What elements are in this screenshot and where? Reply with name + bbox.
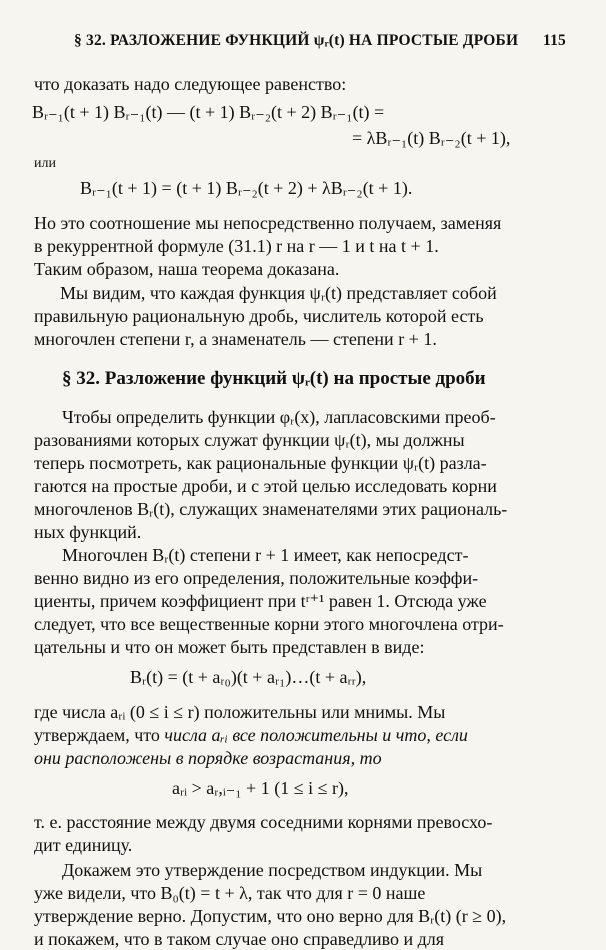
text-line (34, 725, 468, 746)
text-line: что доказать надо следующее равенство: (34, 74, 347, 94)
text-line: теперь посмотреть, как рациональные функции ψᵣ(t) разла- (34, 453, 487, 473)
text-line: Многочлен Bᵣ(t) степени r + 1 имеет, как непосредст- (62, 545, 469, 565)
equation-1-part-a: Bᵣ₋₁(t + 1) Bᵣ₋₁(t) — (t + 1) Bᵣ₋₂(t + 2) Bᵣ₋₁(t) = (32, 102, 385, 122)
text-line: Чтобы определить функции φᵣ(x), лапласовскими преоб- (62, 407, 496, 427)
text-line: циенты, причем коэффициент при tʳ⁺¹ равен 1. Отсюда уже (34, 591, 487, 611)
section-heading: § 32. Разложение функций ψᵣ(t) на простые дроби (62, 368, 486, 389)
theorem-statement: они расположены в порядке возрастания, то (34, 748, 382, 768)
text-line: правильную рациональную дробь, числитель которой есть (34, 306, 484, 326)
theorem-statement: числа aᵣᵢ все положительны и что, если (164, 725, 468, 745)
text-line: Докажем это утверждение посредством индукции. Мы (62, 860, 483, 880)
text-line: многочленов Bᵣ(t), служащих знаменателями этих рациональ- (34, 499, 508, 519)
text-line: т. е. расстояние между двумя соседними корнями превосхо- (34, 812, 493, 832)
text-line: и покажем, что в таком случае оно справедливо и для (34, 929, 445, 949)
text-line: разованиями которых служат функции ψᵣ(t), мы должны (34, 430, 465, 450)
equation-2: Bᵣ₋₁(t + 1) = (t + 1) Bᵣ₋₂(t + 2) + λBᵣ₋₂(t + 1). (80, 178, 413, 198)
text-line: ных функций. (34, 522, 142, 542)
text-segment: утверждаем, что (34, 725, 165, 745)
running-head (74, 32, 566, 50)
text-line: где числа aᵣᵢ (0 ≤ i ≤ r) положительны или мнимы. Мы (34, 702, 446, 722)
equation-1-part-b: = λBᵣ₋₁(t) Bᵣ₋₂(t + 1), (352, 128, 511, 148)
text-line: в рекуррентной формуле (31.1) r на r — 1 и t на t + 1. (34, 236, 439, 256)
text-line: цательны и что он может быть представлен в виде: (34, 637, 425, 657)
text-line: Но это соотношение мы непосредственно получаем, заменяя (34, 213, 502, 233)
text-line: утверждение верно. Допустим, что оно верно для Bᵣ(t) (r ≥ 0), (34, 906, 507, 926)
equation-3: Bᵣ(t) = (t + aᵣ₀)(t + aᵣ₁)…(t + aᵣᵣ), (130, 667, 367, 687)
page-number: 115 (543, 32, 566, 49)
text-line: дит единицу. (34, 835, 133, 855)
text-line: Таким образом, наша теорема доказана. (34, 259, 340, 279)
text-line: многочлен степени r, а знаменатель — степени r + 1. (34, 329, 437, 349)
equation-4: aᵣᵢ > aᵣ,ᵢ₋₁ + 1 (1 ≤ i ≤ r), (172, 778, 349, 798)
text-line: венно видно из его определения, положительные коэффи- (34, 568, 479, 588)
text-line: следует, что все вещественные корни этого многочлена отри- (34, 614, 504, 634)
text-line: Мы видим, что каждая функция ψᵣ(t) представляет собой (60, 283, 497, 303)
running-head-title: § 32. РАЗЛОЖЕНИЕ ФУНКЦИЙ ψᵣ(t) НА ПРОСТЫЕ ДРОБИ (74, 32, 519, 49)
text-line: гаются на простые дроби, и с этой целью исследовать корни (34, 476, 497, 496)
connector-word: или (34, 156, 56, 171)
text-line: уже видели, что B₀(t) = t + λ, так что для r = 0 наше (34, 883, 426, 903)
